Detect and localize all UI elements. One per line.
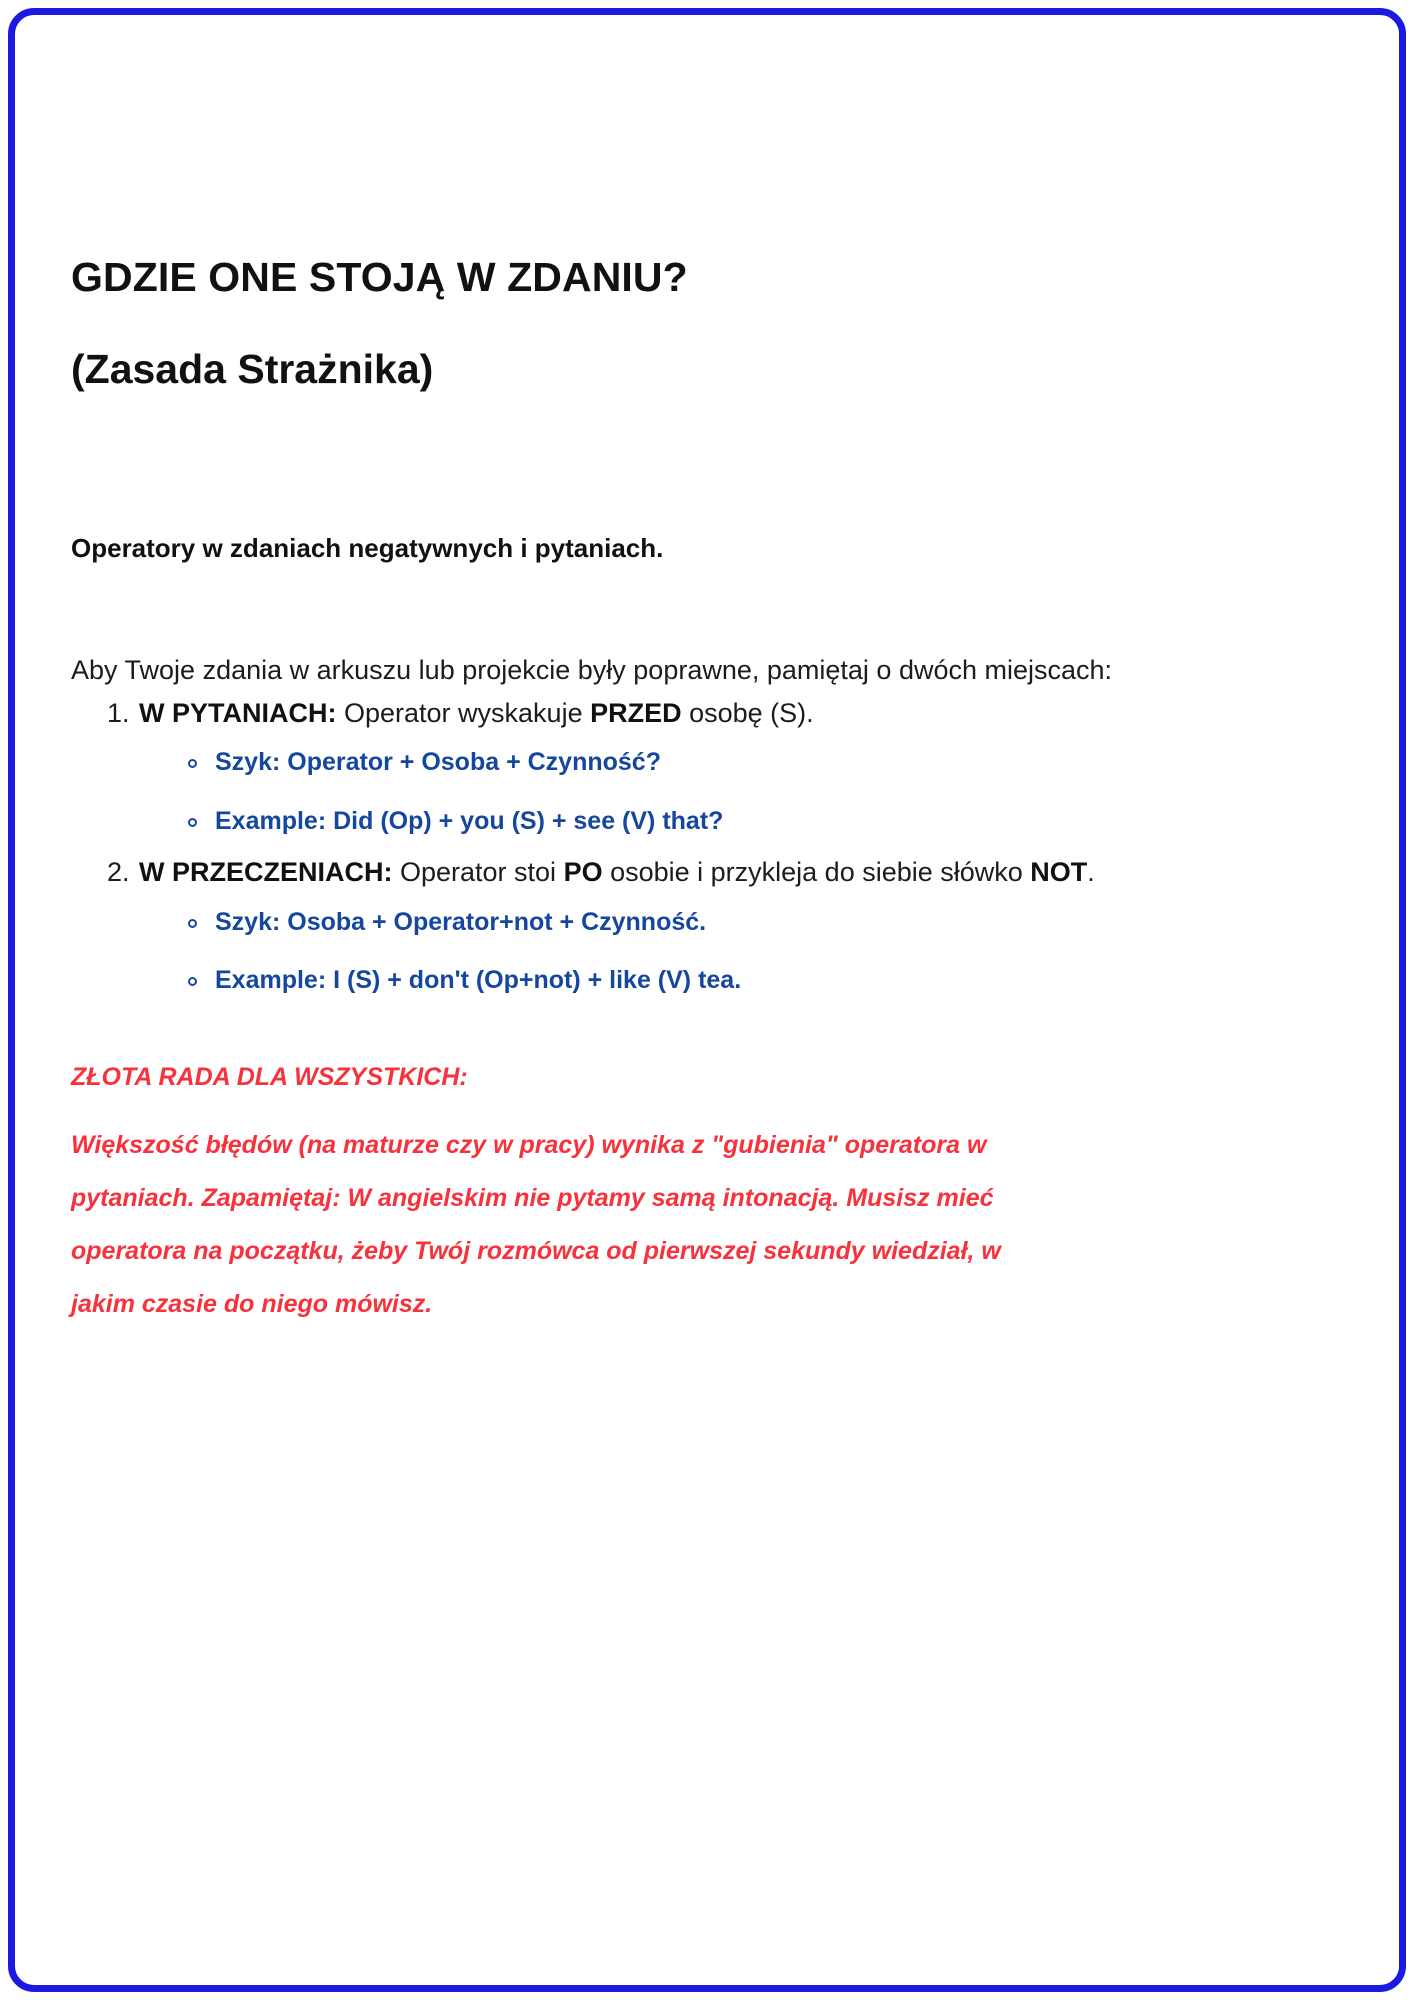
sub-bullet-text: Example: Did (Op) + you (S) + see (V) that? [215, 806, 724, 835]
circle-bullet-icon [188, 919, 197, 928]
step-2-before: Operator stoi [392, 857, 564, 888]
step-2-sublist [139, 906, 1351, 997]
advice-body: Większość błędów (na maturze czy w pracy) wynika z "gubienia" operatora w pytaniach. Zapamiętaj: W angielskim nie pytamy samą intonacją. Musisz mieć operatora na początku, żeby Twój rozmówca od pierwszej sekundy wiedział, w jakim czasie do niego mówisz. [71, 1131, 1001, 1319]
step-2-label: W PRZECZENIACH: [139, 857, 393, 888]
sub-bullet-syntax [185, 906, 1351, 939]
sub-bullet-text: Example: I (S) + don't (Op+not) + like (V) tea. [215, 966, 742, 995]
lead-bold-line: Operatory w zdaniach negatywnych i pytaniach. [71, 532, 664, 563]
sub-bullet-text: Szyk: Osoba + Operator+not + Czynność. [215, 907, 707, 936]
step-1-before: Operator wyskakuje [336, 697, 591, 728]
sub-bullet-example [185, 805, 1351, 838]
step-1-sublist [139, 746, 1351, 837]
page-subtitle: (Zasada Strażnika) [71, 346, 434, 393]
advice-heading: ZŁOTA RADA DLA WSZYSTKICH: [71, 1062, 468, 1091]
sub-bullet-syntax [185, 746, 1351, 779]
step-2-emphasis-1: PO [563, 857, 603, 888]
circle-bullet-icon [188, 759, 197, 768]
steps-list [71, 694, 1351, 997]
step-2-middle: osobie i przykleja do siebie słówko [602, 857, 1031, 888]
step-item-1 [137, 694, 1351, 837]
intro-paragraph: Aby Twoje zdania w arkuszu lub projekcie były poprawne, pamiętaj o dwóch miejscach: [71, 654, 1113, 685]
golden-advice-block [71, 1061, 1351, 1332]
sub-bullet-text: Szyk: Operator + Osoba + Czynność? [215, 748, 661, 777]
step-2-after: . [1087, 857, 1095, 888]
page-border-frame [8, 8, 1406, 1992]
step-1-label: W PYTANIACH: [139, 697, 337, 728]
document-content [71, 253, 1351, 1331]
step-1-emphasis: PRZED [590, 697, 682, 728]
step-1-text [139, 698, 814, 728]
step-item-2 [137, 853, 1351, 996]
page-title: GDZIE ONE STOJĄ W ZDANIU? [71, 254, 688, 300]
step-2-emphasis-2: NOT [1030, 857, 1088, 888]
circle-bullet-icon [188, 977, 197, 986]
circle-bullet-icon [188, 818, 197, 827]
step-1-after: osobę (S). [681, 697, 814, 728]
step-2-text [139, 857, 1095, 887]
sub-bullet-example [185, 964, 1351, 997]
